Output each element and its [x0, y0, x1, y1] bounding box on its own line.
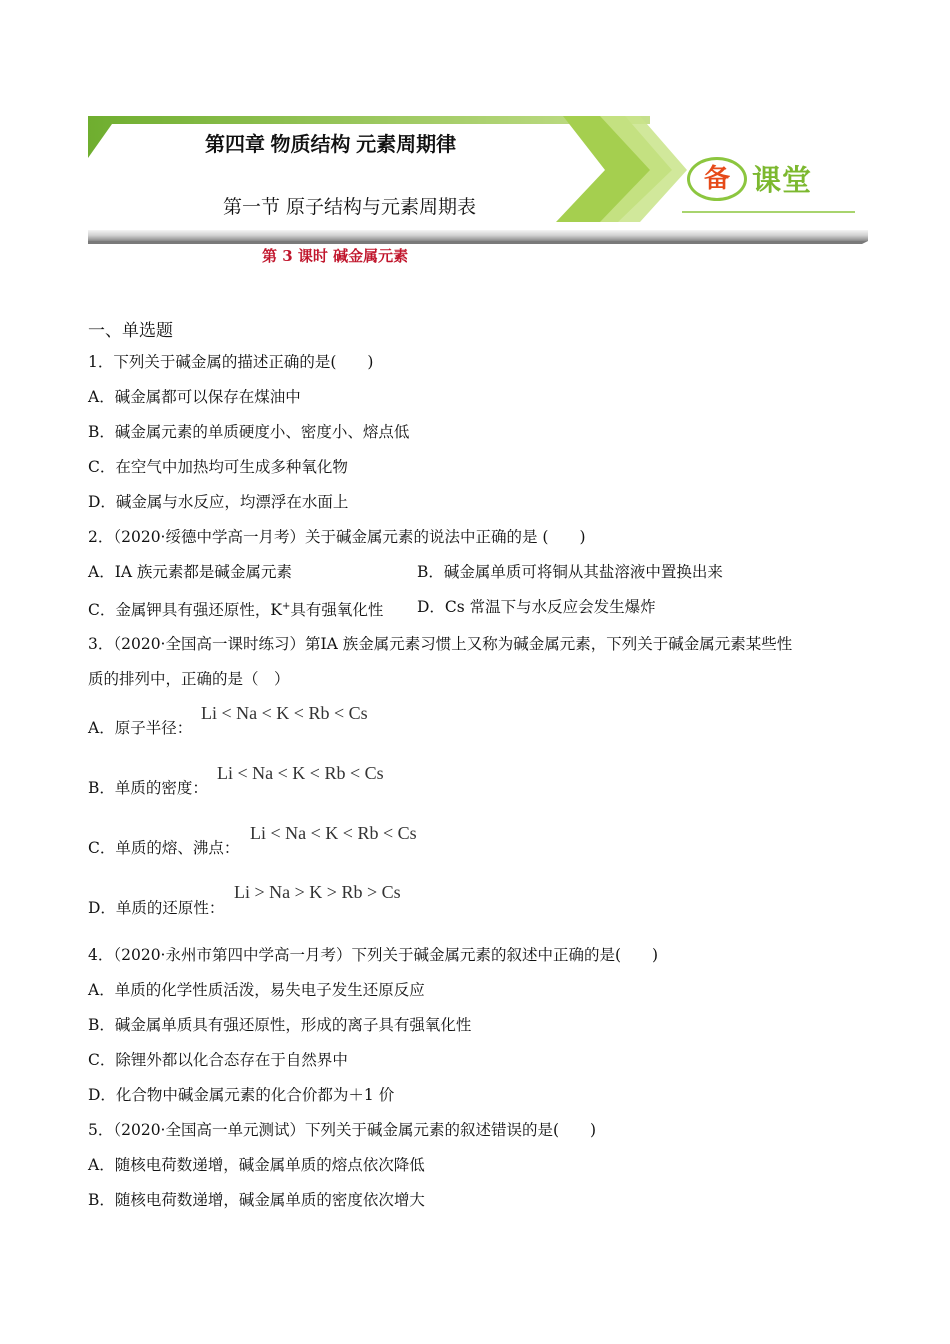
question-4-option-d: D．化合物中碱金属元素的化合价都为＋1 价: [88, 1086, 395, 1104]
question-4-option-b: B．碱金属单质具有强还原性，形成的离子具有强氧化性: [88, 1016, 472, 1034]
question-4-option-a: A．单质的化学性质活泼，易失电子发生还原反应: [88, 981, 425, 999]
question-3-formula-b: Li < Na < K < Rb < Cs: [217, 763, 384, 783]
badge-word: 课堂: [752, 163, 813, 197]
chapter-title: 第四章 物质结构 元素周期律: [205, 134, 457, 156]
question-3-formula-c: Li < Na < K < Rb < Cs: [250, 823, 417, 843]
question-1-option-c: C．在空气中加热均可生成多种氧化物: [88, 458, 348, 476]
question-5-option-a: A．随核电荷数递增，碱金属单质的熔点依次降低: [88, 1156, 425, 1174]
question-5-stem: 5．（2020·全国高一单元测试）下列关于碱金属元素的叙述错误的是( ): [88, 1121, 597, 1139]
question-2-option-a: A．ⅠA 族元素都是碱金属元素: [88, 563, 292, 581]
question-3-formula-a: Li < Na < K < Rb < Cs: [201, 703, 368, 723]
lesson-title: 第 3 课时 碱金属元素: [262, 247, 409, 265]
question-5-option-b: B．随核电荷数递增，碱金属单质的密度依次增大: [88, 1191, 425, 1209]
question-3-option-b: B．单质的密度：: [88, 779, 208, 797]
question-3-option-a: A．原子半径：: [88, 719, 193, 737]
question-4-stem: 4．（2020·永州市第四中学高一月考）下列关于碱金属元素的叙述中正确的是( ): [88, 946, 659, 964]
question-2-option-b: B．碱金属单质可将铜从其盐溶液中置换出来: [417, 563, 723, 581]
question-3-option-c: C．单质的熔、沸点：: [88, 839, 240, 857]
question-1-option-b: B．碱金属元素的单质硬度小、密度小、熔点低: [88, 423, 410, 441]
section-title: 第一节 原子结构与元素周期表: [223, 196, 477, 218]
question-3-stem-line-2: 质的排列中，正确的是（ ）: [88, 670, 290, 688]
question-1-option-a: A．碱金属都可以保存在煤油中: [88, 388, 301, 406]
question-3-formula-d: Li > Na > K > Rb > Cs: [234, 882, 401, 902]
question-3-option-d: D．单质的还原性：: [88, 899, 225, 917]
question-1-stem: 1．下列关于碱金属的描述正确的是( ): [88, 353, 374, 371]
question-3-stem-line-1: 3．（2020·全国高一课时练习）第ⅠA 族金属元素习惯上又称为碱金属元素，下列关于碱金属元素某些性: [88, 635, 793, 653]
question-2-option-d: D．Cs 常温下与水反应会发生爆炸: [417, 598, 656, 616]
chevron-arrow-shape: [556, 116, 687, 222]
question-2-option-c-post: 具有强氧化性: [290, 601, 384, 620]
question-4-option-c: C．除锂外都以化合态存在于自然界中: [88, 1051, 348, 1069]
superscript-plus: +: [281, 601, 291, 612]
question-2-option-c-pre: C．金属钾具有强还原性，K: [88, 601, 282, 620]
bottom-divider-bar: [88, 230, 868, 244]
part-heading: 一、单选题: [88, 321, 173, 341]
question-2-option-c: [88, 597, 383, 620]
header-banner: [0, 0, 950, 260]
question-1-option-d: D．碱金属与水反应，均漂浮在水面上: [88, 493, 349, 511]
badge-circle: [687, 157, 747, 201]
question-2-stem: 2．（2020·绥德中学高一月考）关于碱金属元素的说法中正确的是 ( ): [88, 528, 586, 546]
badge-character: 备: [703, 164, 730, 194]
